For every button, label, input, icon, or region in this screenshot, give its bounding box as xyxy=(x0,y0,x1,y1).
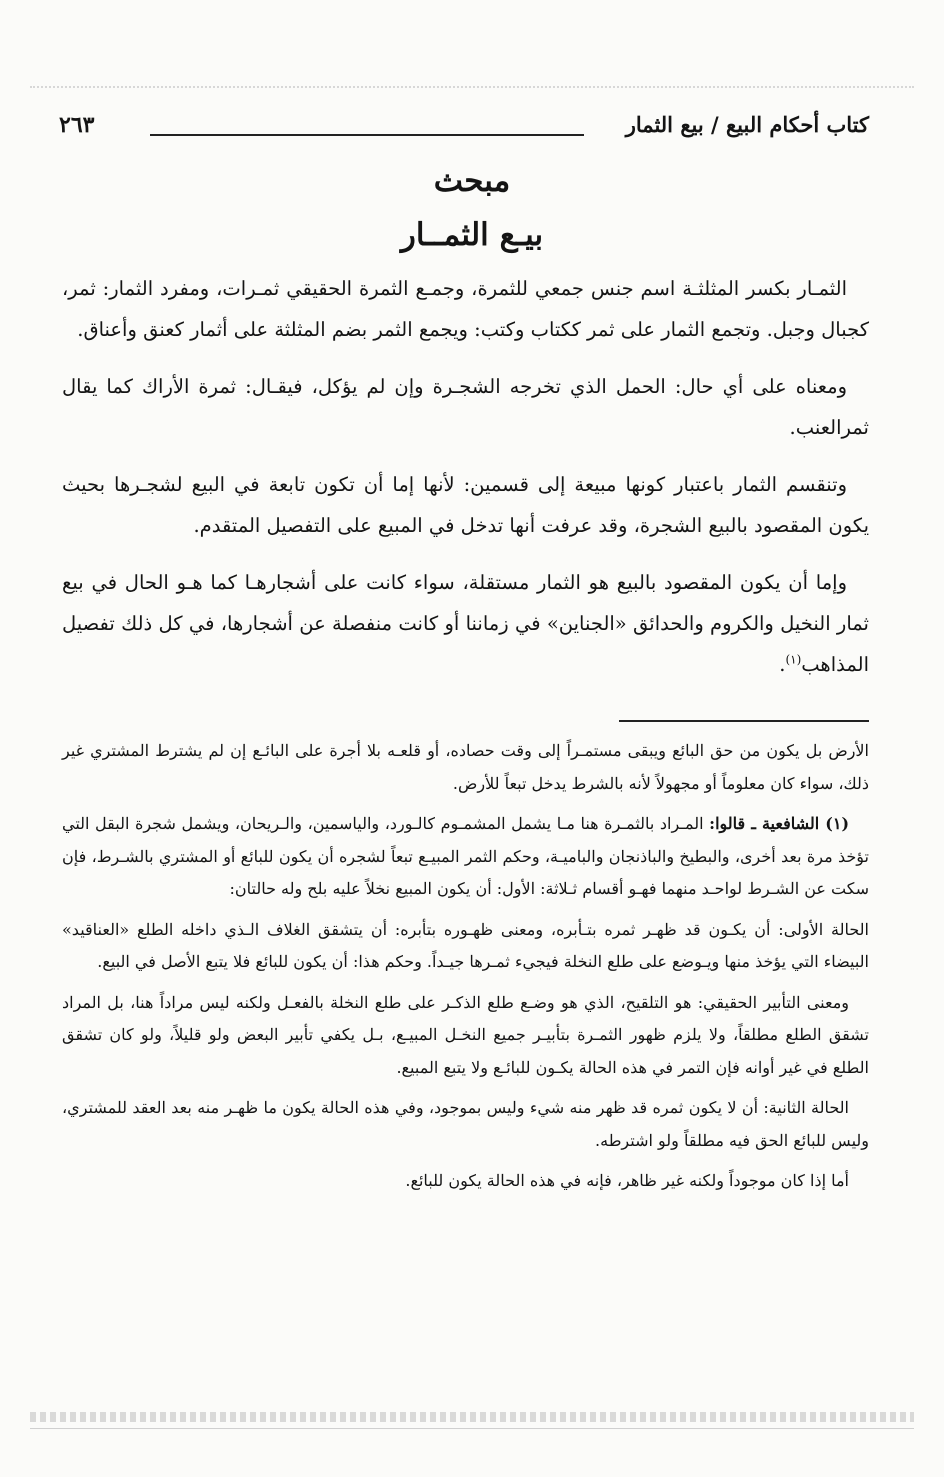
paragraph: الثمـار بكسر المثلثـة اسم جنس جمعي للثمرة، وجمـع الثمرة الحقيقي ثمـرات، ومفرد الثمار: ثمر، كجبال وجبل. وتجمع الثمار على ثمر ككتاب وكتب: ويجمع الثمر بضم المثلثة على أثمار كعنق وأعناق. xyxy=(62,277,869,341)
footnote-paragraph: الحالة الأولى: أن يكـون قد ظهـر ثمره بتـأبره، ومعنى ظهـوره بتأبره: أن يتشقق الغلاف الـذي داخله الطلع «العناقيد» البيضاء التي يؤخذ منها ويـوضع على طلع النخلة فيجيء ثمـرها جيـداً. وحكم هذا: أن يكون للبائع فلا يتبع الأصل في البيع. xyxy=(62,919,869,971)
paragraph: وتنقسم الثمار باعتبار كونها مبيعة إلى قسمين: لأنها إما أن تكون تابعة في البيع لشجـرها بحيث يكون المقصود بالبيع الشجرة، وقد عرفت أنها تدخل في المبيع على التفصيل المتقدم. xyxy=(62,473,869,537)
running-head: كتاب أحكام البيع / بيع الثمار xyxy=(625,112,869,137)
footnote-marker: (١) xyxy=(785,652,802,667)
footnote-1 xyxy=(62,808,869,906)
footnote-continuation: الأرض بل يكون من حق البائع ويبقى مستمـراً إلى وقت حصاده، أو قلعـه بلا أجرة على البائـع إن لم يشترط المشتري غير ذلك، سواء كان معلوماً أو مجهولاً لأنه بالشرط يدخل تبعاً للأرض. xyxy=(62,741,869,793)
paragraph: ومعناه على أي حال: الحمل الذي تخرجه الشجـرة وإن لم يؤكل، فيقـال: ثمرة الأراك كما يقال ثمرالعنب. xyxy=(62,375,869,439)
footnote-paragraph: ومعنى التأبير الحقيقي: هو التلقيح، الذي هو وضـع طلع الذكـر على طلع النخلة بالفعـل ولكنه ليس مراداً هنا، بل المراد تشقق الطلع مطلقاً، ولا يلزم ظهور الثمـرة بتأبيـر جميع النخـل المبيـع، بـل يكفي تأبير البعض ولو قليلاً، ولو كان تشقق الطلع في غير أوانه فإن التمر في هذه الحالة يكـون للبائـع ولا يتبع المبيع. xyxy=(62,992,869,1077)
footnote-paragraph: الحالة الثانية: أن لا يكون ثمره قد ظهر منه شيء وليس بموجود، وفي هذه الحالة يكون ما ظهـر منه بعد العقد للمشتري، وليس للبائع الحق فيه مطلقاً ولو اشترطه. xyxy=(62,1098,869,1150)
paragraph: وإما أن يكون المقصود بالبيع هو الثمار مستقلة، سواء كانت على أشجارهـا كما هـو الحال في بيع ثمار النخيل والكروم والحدائق «الجناين» في زماننا أو كانت منفصلة عن أشجارها، في كل ذلك تفصيل المذاهب$^{(١)}$. xyxy=(62,571,869,676)
footnotes xyxy=(62,735,869,1206)
footnote-lead: (١) الشافعية ـ قالوا: xyxy=(709,814,850,833)
footnote-text: المـراد بالثمـرة هنا مـا يشمل المشمـوم كالـورد، والياسمين، والـريحان، ويشمل شجرة البقل التي تؤخذ مرة بعد أخرى، والبطيخ والباذنجان والباميـة، وحكم الثمر المبيـع تبعاً لشجره أن يكون للبائع أو المشتري بالشـرط، فإن سكت عن الشـرط لواحـد منهما فهـو أقسام ثـلاثة: الأول: أن يكون المبيع نخلاً عليه بلح وله حالتان: xyxy=(62,814,870,898)
footnote-separator xyxy=(619,720,869,722)
paragraph-text: وإما أن يكون المقصود بالبيع هو الثمار مستقلة، سواء كانت على أشجارهـا كما هـو الحال في بيع ثمار النخيل والكروم والحدائق «الجناين» في زماننا أو كانت منفصلة عن أشجارها، في كل ذلك تفصيل المذاهب xyxy=(62,571,869,676)
footnote-paragraph: أما إذا كان موجوداً ولكنه غير ظاهر، فإنه في هذه الحالة يكون للبائع. xyxy=(405,1171,849,1190)
main-text xyxy=(62,268,869,701)
header-rule xyxy=(150,134,584,136)
decorative-border-line xyxy=(30,1428,914,1429)
section-title: بيـع الثمــار xyxy=(400,217,544,253)
section-label: مبحث xyxy=(433,163,511,199)
decorative-border xyxy=(30,1412,914,1422)
page-header xyxy=(55,108,869,148)
scan-edge-artifact xyxy=(30,86,914,96)
page-number: ٢٦٣ xyxy=(59,112,95,138)
